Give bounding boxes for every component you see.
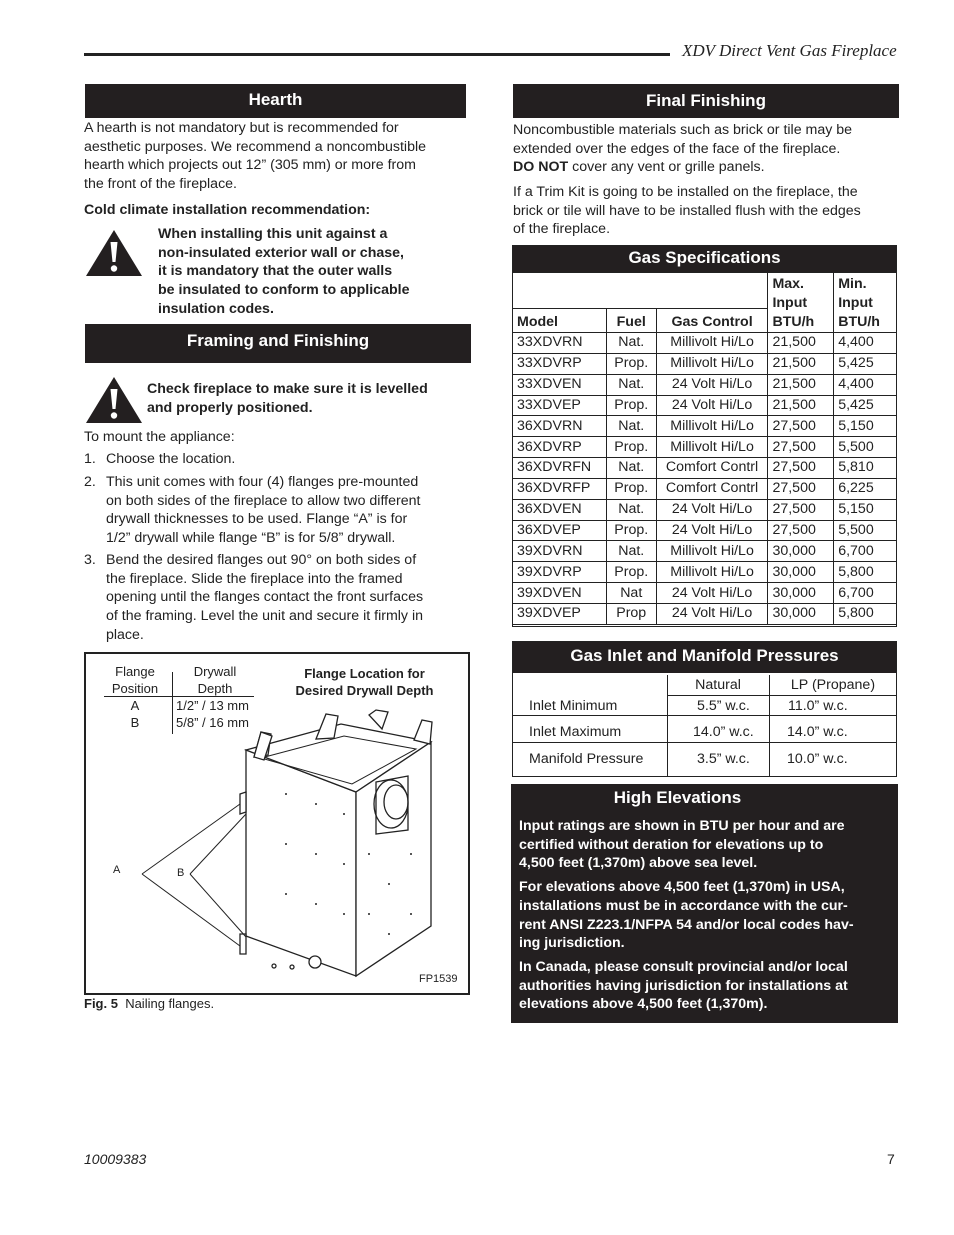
- gas-control-cell: 24 Volt Hi/Lo: [656, 583, 768, 604]
- gas-control-cell: Millivolt Hi/Lo: [656, 333, 768, 354]
- model-cell: 36XDVEN: [513, 499, 607, 520]
- paragraph-line: authorities having jurisdiction for installations at: [519, 977, 848, 994]
- high-elevations-heading: High Elevations: [613, 788, 742, 807]
- warning-icon: [84, 375, 144, 425]
- fuel-cell: Nat: [606, 583, 656, 604]
- warning-line: non-insulated exterior wall or chase,: [158, 244, 404, 261]
- paragraph-line: For elevations above 4,500 feet (1,370m) in USA,: [519, 879, 845, 896]
- warning-line: Check fireplace to make sure it is levelled: [147, 381, 428, 397]
- step-line: place.: [106, 626, 144, 643]
- pressures-box: [512, 641, 897, 777]
- table-row: [513, 499, 898, 520]
- label-b: B: [177, 867, 185, 879]
- figure-caption: [84, 995, 214, 1012]
- model-header: Model: [513, 308, 607, 332]
- fuel-cell: Nat.: [606, 333, 656, 354]
- paragraph-line: elevations above 4,500 feet (1,370m).: [519, 996, 768, 1013]
- framing-intro: To mount the appliance:: [84, 429, 235, 445]
- max-input-cell: 27,500: [768, 437, 834, 458]
- gas-specs-table: [512, 272, 897, 625]
- pres-row-lp: 11.0” w.c.: [788, 698, 848, 714]
- final-finishing-heading: Final Finishing: [513, 84, 899, 118]
- warning-line: and properly positioned.: [147, 399, 313, 416]
- min-input-cell: 5,150: [834, 499, 897, 520]
- table-row: [513, 541, 898, 562]
- max-input-cell: 21,500: [768, 374, 834, 395]
- gas-control-header: Gas Control: [656, 308, 768, 332]
- warning-line: insulation codes.: [158, 300, 274, 317]
- flange-pos: A: [130, 698, 140, 713]
- gas-control-cell: 24 Volt Hi/Lo: [656, 374, 768, 395]
- table-row: [513, 374, 898, 395]
- label-a: A: [113, 864, 121, 876]
- step-number: 2.: [84, 474, 96, 490]
- gas-control-cell: Millivolt Hi/Lo: [656, 416, 768, 437]
- table-row: [513, 520, 898, 541]
- hearth-line: hearth which projects out 12” (305 mm) or more from: [84, 157, 416, 174]
- table-row: [513, 333, 898, 354]
- max-input-cell: 30,000: [768, 603, 834, 624]
- hearth-line: the front of the fireplace.: [84, 176, 238, 193]
- hearth-heading: Hearth: [85, 84, 466, 118]
- fuel-cell: Nat.: [606, 541, 656, 562]
- fuel-cell: Prop.: [606, 395, 656, 416]
- hearth-paragraph: [84, 119, 474, 194]
- paragraph-line: 4,500 feet (1,370m) above sea level.: [519, 855, 758, 872]
- header-line: BTU/h: [838, 314, 880, 330]
- header-line: Input: [838, 295, 873, 311]
- model-cell: 39XDVRN: [513, 541, 607, 562]
- header-line: Position: [111, 681, 159, 696]
- model-cell: 36XDVRP: [513, 437, 607, 458]
- framing-heading: Framing and Finishing: [85, 324, 471, 363]
- fuel-cell: Prop.: [606, 478, 656, 499]
- min-input-cell: 6,700: [834, 541, 897, 562]
- min-input-cell: 5,500: [834, 520, 897, 541]
- max-input-cell: 30,000: [768, 562, 834, 583]
- min-input-cell: 5,800: [834, 562, 897, 583]
- min-input-cell: 5,810: [834, 458, 897, 479]
- flange-pos: B: [130, 715, 140, 730]
- max-input-cell: 27,500: [768, 478, 834, 499]
- pres-row-rule: [513, 742, 897, 743]
- step-number: 3.: [84, 552, 96, 568]
- paragraph-line: Noncombustible materials such as brick or tile may be: [513, 122, 853, 138]
- gas-control-cell: Millivolt Hi/Lo: [656, 437, 768, 458]
- fuel-header: Fuel: [606, 308, 656, 332]
- model-cell: 33XDVRP: [513, 353, 607, 374]
- min-input-cell: 5,800: [834, 603, 897, 624]
- table-row: [513, 583, 898, 604]
- header-rule: [84, 53, 670, 56]
- fuel-cell: Nat.: [606, 416, 656, 437]
- gas-control-cell: 24 Volt Hi/Lo: [656, 520, 768, 541]
- caption-text: Nailing flanges.: [125, 996, 215, 1011]
- paragraph-line: rent ANSI Z223.1/NFPA 54 and/or local codes hav-: [519, 916, 854, 933]
- step-line: on both sides of the fireplace to allow two different: [106, 492, 421, 509]
- min-input-cell: 4,400: [834, 333, 897, 354]
- elevation-paragraph: [519, 878, 894, 953]
- fuel-cell: Prop.: [606, 437, 656, 458]
- warning-icon: [84, 228, 144, 278]
- gas-specs-heading: Gas Specifications: [513, 246, 896, 272]
- model-cell: 33XDVEP: [513, 395, 607, 416]
- flange-depth: 5/8” / 16 mm: [176, 715, 249, 730]
- header-line: Drywall: [193, 664, 237, 679]
- step-text: [106, 473, 420, 548]
- step-text: [106, 551, 423, 645]
- title-line: Desired Drywall Depth: [295, 683, 434, 698]
- fuel-cell: Nat.: [606, 499, 656, 520]
- step-line: opening until the flanges contact the front surfaces: [106, 589, 424, 606]
- flange-depth: 1/2” / 13 mm: [176, 698, 249, 713]
- min-input-cell: 6,225: [834, 478, 897, 499]
- table-row: [513, 416, 898, 437]
- paragraph-line: Input ratings are shown in BTU per hour and are: [519, 818, 845, 834]
- max-input-cell: 30,000: [768, 583, 834, 604]
- title-line: Flange Location for: [304, 666, 425, 681]
- gas-specs-box: [512, 245, 897, 627]
- paragraph-line: In Canada, please consult provincial and/or local: [519, 958, 848, 975]
- step-line: Choose the location.: [106, 451, 236, 467]
- gas-control-cell: Millivolt Hi/Lo: [656, 541, 768, 562]
- gas-control-cell: Comfort Contrl: [656, 478, 768, 499]
- paragraph-line: extended over the edges of the face of the fireplace.: [513, 140, 841, 157]
- pres-row-rule: [667, 695, 897, 696]
- table-row: [513, 603, 898, 624]
- min-input-cell: 5,425: [834, 353, 897, 374]
- model-cell: 36XDVRFP: [513, 478, 607, 499]
- pres-row-natural: 14.0” w.c.: [693, 724, 754, 740]
- pressures-heading: Gas Inlet and Manifold Pressures: [513, 642, 896, 673]
- gas-control-cell: 24 Volt Hi/Lo: [656, 603, 768, 624]
- elevation-paragraph: [519, 817, 894, 873]
- pres-row-lp: 14.0” w.c.: [787, 724, 848, 740]
- pres-row-label: Inlet Minimum: [529, 698, 618, 714]
- header-line: BTU/h: [772, 314, 815, 330]
- table-row: [513, 458, 898, 479]
- model-cell: 39XDVRP: [513, 562, 607, 583]
- fuel-cell: Prop.: [606, 353, 656, 374]
- model-cell: 36XDVEP: [513, 520, 607, 541]
- header-spacer: [513, 273, 768, 309]
- pres-row-natural: 3.5” w.c.: [697, 751, 750, 767]
- min-input-header: [834, 273, 897, 333]
- final-finishing-p2: [513, 183, 903, 239]
- table-row: [513, 395, 898, 416]
- header-line: Min.: [838, 276, 867, 292]
- min-input-cell: 6,700: [834, 583, 897, 604]
- table-row: [513, 478, 898, 499]
- pres-row-label: Manifold Pressure: [529, 751, 644, 767]
- header-title: XDV Direct Vent Gas Fireplace: [682, 41, 897, 60]
- high-elevations-body: [519, 817, 894, 1014]
- header-line: Max.: [772, 276, 804, 292]
- warning-line: it is mandatory that the outer walls: [158, 263, 393, 280]
- warning-line: When installing this unit against a: [158, 226, 388, 242]
- pres-row-rule: [513, 715, 897, 716]
- doc-number: 10009383: [84, 1151, 147, 1167]
- step-line: the fireplace. Slide the fireplace into the framed: [106, 570, 403, 587]
- min-input-cell: 4,400: [834, 374, 897, 395]
- fuel-cell: Nat.: [606, 374, 656, 395]
- paragraph-line: certified without deration for elevations up to: [519, 836, 824, 853]
- max-input-cell: 27,500: [768, 499, 834, 520]
- hearth-warning: [158, 225, 409, 319]
- paragraph-line: installations must be in accordance with the cur-: [519, 897, 848, 914]
- warning-line: be insulated to conform to applicable: [158, 282, 410, 299]
- framing-warning: [147, 380, 428, 417]
- step-text: [106, 450, 235, 469]
- gas-control-cell: Comfort Contrl: [656, 458, 768, 479]
- model-cell: 39XDVEN: [513, 583, 607, 604]
- fuel-cell: Prop.: [606, 520, 656, 541]
- max-input-cell: 27,500: [768, 458, 834, 479]
- pres-row-natural: 5.5” w.c.: [697, 698, 750, 714]
- gas-control-cell: Millivolt Hi/Lo: [656, 353, 768, 374]
- final-finishing-p1: [513, 121, 903, 177]
- paragraph-line: If a Trim Kit is going to be installed on the fireplace, the: [513, 184, 858, 200]
- high-elevations-box: [511, 784, 898, 1023]
- min-input-cell: 5,425: [834, 395, 897, 416]
- max-input-cell: 21,500: [768, 353, 834, 374]
- min-input-cell: 5,500: [834, 437, 897, 458]
- max-input-header: [768, 273, 834, 333]
- max-input-cell: 30,000: [768, 541, 834, 562]
- pres-row-lp: 10.0” w.c.: [787, 751, 848, 767]
- fuel-cell: Prop: [606, 603, 656, 624]
- natural-header: Natural: [695, 677, 741, 693]
- pres-row-label: Inlet Maximum: [529, 724, 622, 740]
- table-row: [513, 562, 898, 583]
- model-cell: 36XDVRFN: [513, 458, 607, 479]
- max-input-cell: 21,500: [768, 333, 834, 354]
- gas-control-cell: 24 Volt Hi/Lo: [656, 395, 768, 416]
- hearth-line: A hearth is not mandatory but is recommended for: [84, 120, 399, 136]
- min-input-cell: 5,150: [834, 416, 897, 437]
- max-input-cell: 27,500: [768, 416, 834, 437]
- page-number: 7: [887, 1151, 895, 1167]
- fuel-cell: Nat.: [606, 458, 656, 479]
- hearth-line: aesthetic purposes. We recommend a noncombustible: [84, 138, 426, 155]
- step-line: 1/2” drywall while flange “B” is for 5/8” drywall.: [106, 530, 396, 547]
- figure-code: FP1539: [419, 973, 458, 985]
- gas-control-cell: 24 Volt Hi/Lo: [656, 499, 768, 520]
- step-line: of the framing. Level the unit and secure it firmly in: [106, 608, 424, 625]
- cold-climate-label: Cold climate installation recommendation:: [84, 202, 371, 218]
- paragraph-line: ing jurisdiction.: [519, 935, 625, 952]
- header-line: Input: [772, 295, 808, 311]
- figure-box: [84, 652, 470, 995]
- step-line: drywall thicknesses to be used. Flange “A” is for: [106, 511, 408, 528]
- fireplace-illustration: [86, 654, 468, 993]
- step-line: Bend the desired flanges out 90° on both sides of: [106, 552, 417, 568]
- model-cell: 36XDVRN: [513, 416, 607, 437]
- model-cell: 33XDVEN: [513, 374, 607, 395]
- gas-control-cell: Millivolt Hi/Lo: [656, 562, 768, 583]
- table-row: [513, 437, 898, 458]
- step-line: This unit comes with four (4) flanges pre-mounted: [106, 474, 419, 490]
- fuel-cell: Prop.: [606, 562, 656, 583]
- paragraph-tail: cover any vent or grille panels.: [568, 159, 765, 176]
- paragraph-line: brick or tile will have to be installed flush with the edges: [513, 202, 861, 219]
- max-input-cell: 21,500: [768, 395, 834, 416]
- max-input-cell: 27,500: [768, 520, 834, 541]
- header-line: Depth: [197, 681, 233, 696]
- model-cell: 39XDVEP: [513, 603, 607, 624]
- step-number: 1.: [84, 451, 96, 467]
- paragraph-line: of the fireplace.: [513, 221, 611, 238]
- table-row: [513, 353, 898, 374]
- header-line: Flange: [115, 664, 155, 679]
- paragraph-line: [513, 158, 903, 177]
- lp-header: LP (Propane): [790, 677, 876, 693]
- model-cell: 33XDVRN: [513, 333, 607, 354]
- elevation-paragraph: [519, 958, 894, 1014]
- caption-label: Fig. 5: [84, 996, 118, 1011]
- do-not-emphasis: DO NOT: [513, 159, 569, 176]
